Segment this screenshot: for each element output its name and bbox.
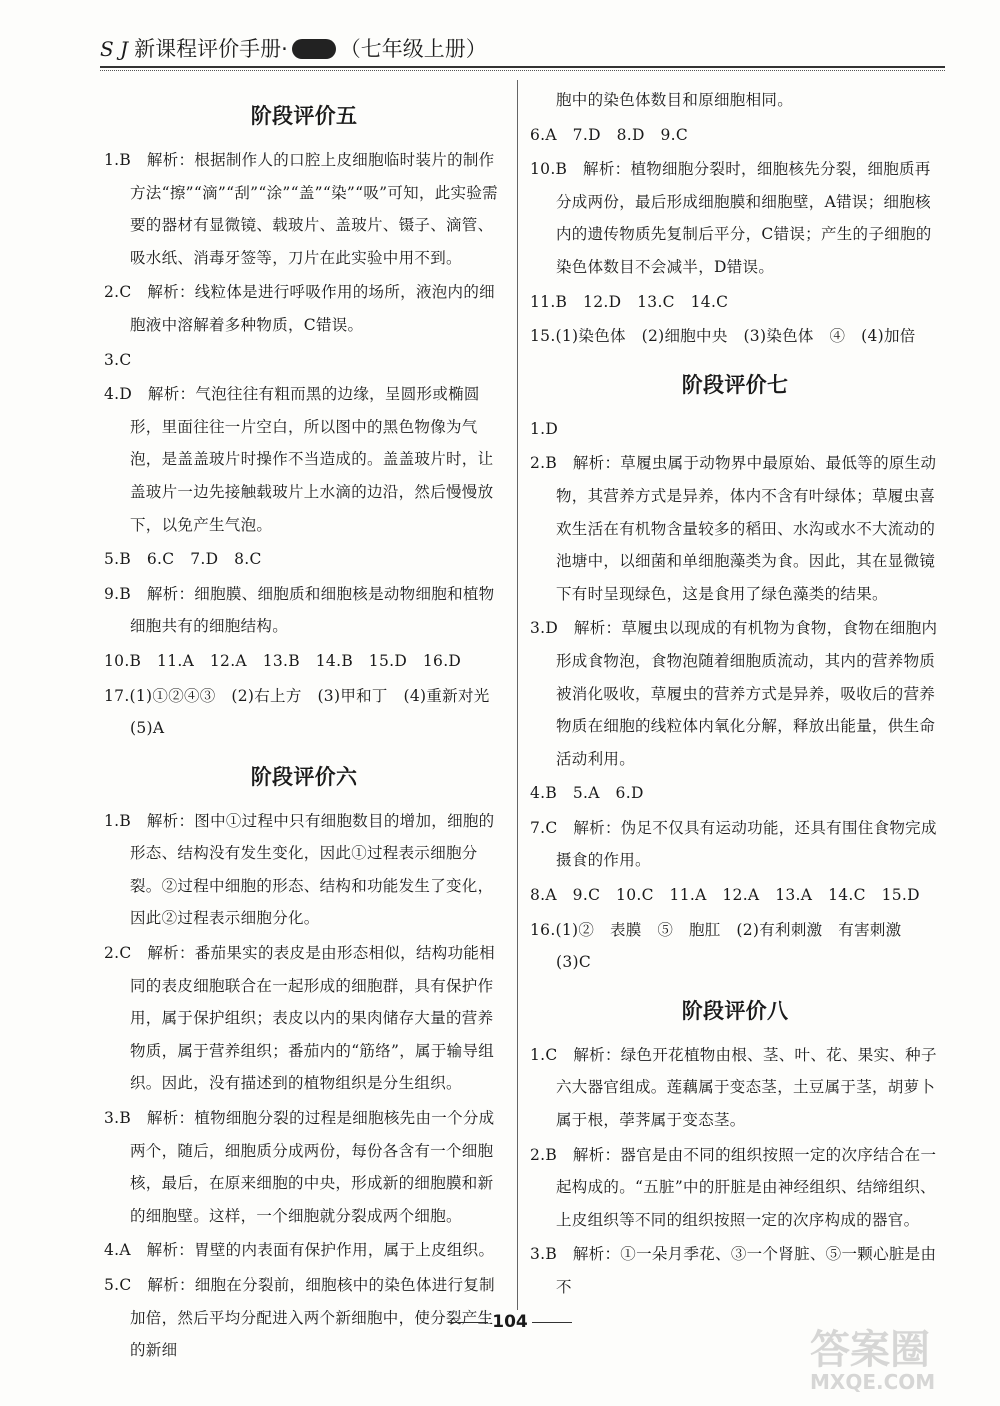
- site-watermark: [810, 1327, 990, 1400]
- answer-item: 15.(1)染色体 (2)细胞中央 (3)染色体 ④ (4)加倍: [530, 327, 916, 346]
- answer-item: 5.B 6.C 7.D 8.C: [104, 550, 262, 569]
- watermark-logo-text: 答案圈: [810, 1327, 930, 1373]
- right-column: [530, 84, 940, 1306]
- section-title-7: 阶段评价七: [681, 372, 789, 397]
- answer-item: 17.(1)①②④③ (2)右上方 (3)甲和丁 (4)重新对光 (5)A: [104, 686, 506, 738]
- answer-item: 2.B 解析：草履虫属于动物界中最原始、最低等的原生动物，其营养方式是异养，体内不含有叶绿体；草履虫喜欢生活在有机物含量较多的稻田、水沟或水不大流动的池塘中，以细菌和单细胞藻类为食。因此，其在显微镜下有时呈现绿色，这是食用了绿色藻类的结果。: [530, 454, 937, 603]
- header-title: [100, 36, 487, 62]
- page-number: 104: [492, 1312, 528, 1332]
- section-title-5: 阶段评价五: [250, 104, 358, 128]
- section-title-8: 阶段评价八: [681, 998, 789, 1023]
- watermark-url: MXQE.COM: [810, 1370, 936, 1394]
- answer-item: 3.B 解析：植物细胞分裂的过程是细胞核先由一个分成两个，随后，细胞质分成两份，每份各含有一个细胞核，最后，在原来细胞的中央，形成新的细胞膜和新的细胞壁。这样，一个细胞就分裂成两个细胞。: [104, 1109, 495, 1225]
- answer-item: 1.B 解析：根据制作人的口腔上皮细胞临时装片的制作方法“擦”“滴”“刮”“涂”“盖”“染”“吸”可知，此实验需要的器材有显微镜、载玻片、盖玻片、镊子、滴管、吸水纸、消毒牙签等，刀片在此实验中用不到。: [104, 151, 498, 267]
- answer-item: 8.A 9.C 10.C 11.A 12.A 13.A 14.C 15.D: [530, 886, 920, 905]
- answer-item: 1.D: [530, 419, 559, 438]
- answer-item: 6.A 7.D 8.D 9.C: [530, 125, 689, 144]
- answer-item: 2.C 解析：线粒体是进行呼吸作用的场所，液泡内的细胞液中溶解着多种物质，C错误。: [104, 283, 495, 334]
- answer-item: 1.B 解析：图中①过程中只有细胞数目的增加，细胞的形态、结构没有发生变化，因此①过程表示细胞分裂。②过程中细胞的形态、结构和功能发生了变化，因此②过程表示细胞分化。: [104, 811, 495, 928]
- column-divider: [517, 80, 518, 1310]
- answer-item: 3.B 解析：①一朵月季花、③一个肾脏、⑤一颗心脏是由不: [530, 1245, 937, 1296]
- answer-item: 10.B 11.A 12.A 13.B 14.B 15.D 16.D: [104, 651, 462, 670]
- answer-item: 2.B 解析：器官是由不同的组织按照一定的次序结合在一起构成的。“五脏”中的肝脏是由神经组织、结缔组织、上皮组织等不同的组织按照一定的次序构成的器官。: [530, 1145, 937, 1229]
- answer-item: 4.B 5.A 6.D: [530, 784, 644, 803]
- answer-item: 5.C 解析：细胞在分裂前，细胞核中的染色体进行复制加倍，然后平均分配进入两个新细胞中，使分裂产生的新细: [104, 1276, 495, 1360]
- answer-item: 3.C: [104, 350, 132, 369]
- series-mark: S J: [100, 37, 129, 61]
- header-rule: [100, 66, 945, 68]
- header-dotted-rule: [100, 70, 945, 71]
- footer-ornament-left: [448, 1322, 488, 1323]
- header-grade: （七年级上册）: [339, 37, 487, 61]
- section-title-6: 阶段评价六: [250, 764, 358, 789]
- page-footer: [430, 1312, 590, 1342]
- answer-continuation: 胞中的染色体数目和原细胞相同。: [556, 91, 794, 109]
- answer-item: 11.B 12.D 13.C 14.C: [530, 292, 729, 311]
- page-header: [100, 36, 945, 70]
- answer-item: 4.A 解析：胃壁的内表面有保护作用，属于上皮组织。: [104, 1241, 495, 1260]
- footer-ornament-right: [532, 1322, 572, 1323]
- answer-item: 1.C 解析：绿色开花植物由根、茎、叶、花、果实、种子六大器官组成。莲藕属于变态茎，土豆属于茎，胡萝卜属于根，荸荠属于变态茎。: [530, 1045, 937, 1130]
- answer-item: 2.C 解析：番茄果实的表皮是由形态相似，结构功能相同的表皮细胞联合在一起形成的细胞群，具有保护作用，属于保护组织；表皮以内的果肉储存大量的营养物质，属于营养组织；番茄内的“筋络”，属于输导组织。因此，没有描述到的植物组织是分生组织。: [104, 944, 495, 1093]
- answer-item: 9.B 解析：细胞膜、细胞质和细胞核是动物细胞和植物细胞共有的细胞结构。: [104, 584, 495, 636]
- answer-item: 10.B 解析：植物细胞分裂时，细胞核先分裂，细胞质再分成两份，最后形成细胞膜和细胞壁，A错误；细胞核内的遗传物质先复制后平分，C错误；产生的子细胞的染色体数目不会减半，D错误。: [530, 160, 932, 276]
- answer-item: 4.D 解析：气泡往往有粗而黑的边缘，呈圆形或椭圆形，里面往往一片空白，所以图中的黑色物像为气泡，是盖盖玻片时操作不当造成的。盖盖玻片时，让盖玻片一边先接触载玻片上水滴的边沿，然后慢慢放下，以免产生气泡。: [104, 385, 494, 534]
- answer-item: 7.C 解析：伪足不仅具有运动功能，还具有围住食物完成摄食的作用。: [530, 818, 937, 870]
- answer-item: 3.D 解析：草履虫以现成的有机物为食物，食物在细胞内形成食物泡，食物泡随着细胞质流动，其内的营养物质被消化吸收，草履虫的营养方式是异养，吸收后的营养物质在细胞的线粒体内氧化分解，释放出能量，供生命活动利用。: [530, 619, 938, 768]
- left-column: [104, 84, 504, 1369]
- answer-item: 16.(1)② 表膜 ⑤ 胞肛 (2)有利刺激 有害刺激 (3)C: [530, 920, 918, 972]
- subject-stamp-icon: [292, 39, 336, 59]
- header-book-title: 新课程评价手册·: [134, 37, 288, 61]
